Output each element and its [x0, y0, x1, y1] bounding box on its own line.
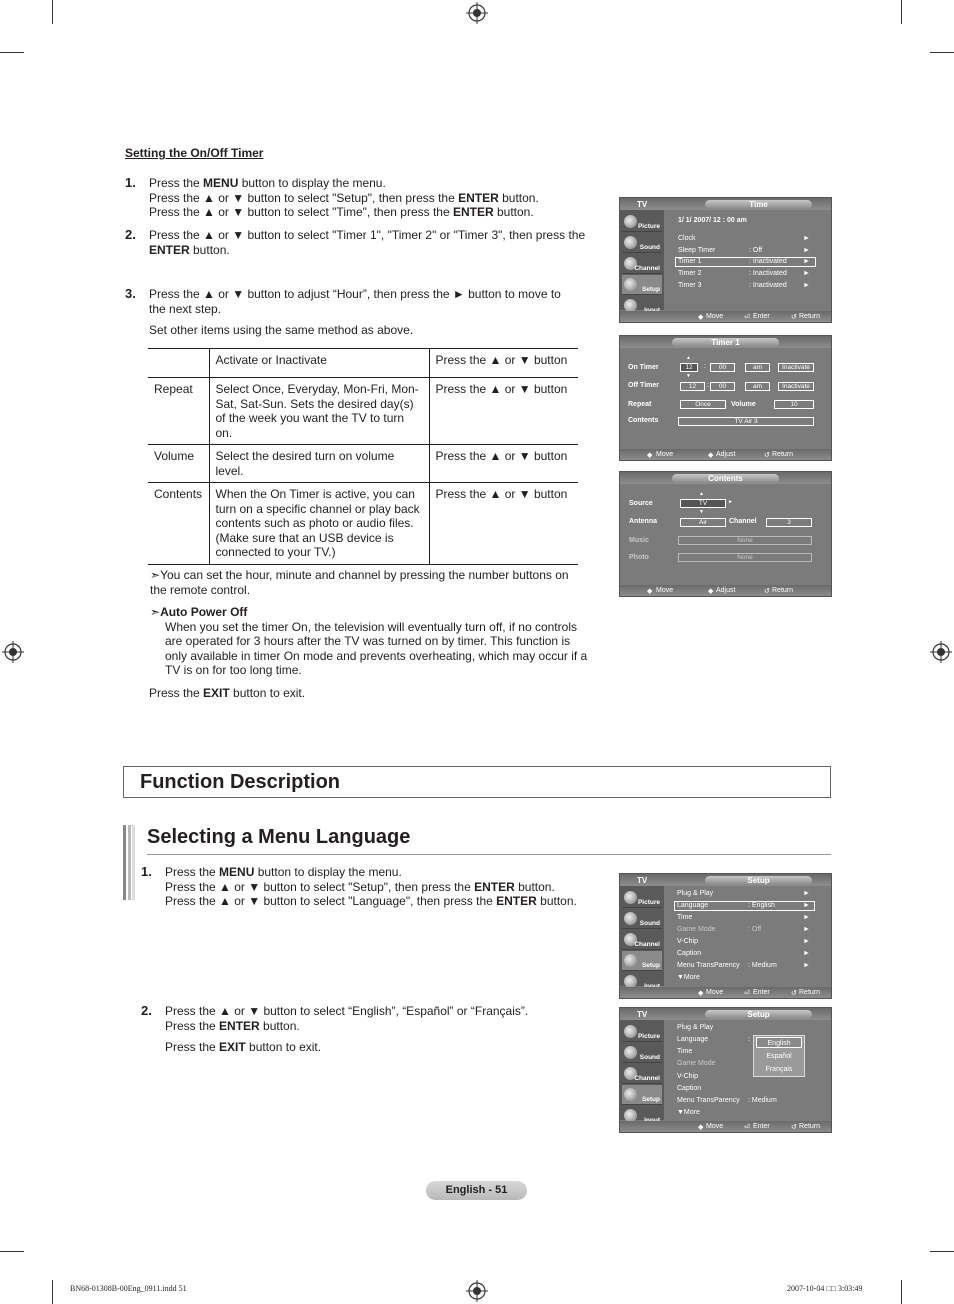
antenna-field[interactable]: Air — [680, 518, 726, 527]
sound-icon — [624, 912, 637, 925]
help-move: Move — [706, 989, 724, 996]
step-line: Press the MENU button to display the menu. — [165, 865, 402, 879]
help-enter: Enter — [753, 313, 770, 320]
osd-sidebar — [620, 886, 664, 986]
osd-sidebar-picture[interactable]: Picture — [622, 1022, 662, 1042]
picture-icon — [624, 1025, 637, 1038]
osd-source-label: TV — [637, 200, 648, 209]
arrow-right-icon: ► — [803, 938, 810, 945]
return-icon: ↺ — [791, 1124, 797, 1131]
osd-row-value: : Inactivated — [749, 258, 787, 265]
step-1 — [125, 176, 595, 220]
osd-sidebar-channel[interactable]: Channel — [622, 930, 662, 950]
osd-source-label: TV — [637, 876, 648, 885]
osd-sidebar-sound[interactable]: Sound — [622, 233, 662, 253]
step-number: 2. — [141, 1003, 152, 1018]
osd-source-label: TV — [637, 1010, 648, 1019]
exit-instruction: Press the EXIT button to exit. — [149, 686, 306, 700]
off-ampm-field[interactable]: am — [745, 382, 770, 391]
osd-row-sleep[interactable]: Sleep Timer — [678, 247, 716, 254]
osd-tab-time: Time — [705, 200, 812, 209]
channel-label: Channel — [729, 518, 757, 525]
osd-row-plug-play[interactable]: Plug & Play — [677, 890, 714, 897]
crop-mark — [52, 0, 53, 24]
registration-mark-icon — [466, 2, 488, 24]
help-return: Return — [799, 989, 821, 996]
osd-row-caption[interactable]: Caption — [677, 950, 702, 957]
enter-icon: ⏎ — [744, 314, 750, 321]
language-step-2 — [141, 1004, 601, 1055]
osd-row-value: : Inactivated — [749, 282, 787, 289]
crop-mark — [52, 1280, 53, 1304]
note-body: When you set the timer On, the television will eventually turn off, if no controls are operated for 3 hours after the TV was turned on by timer. This function is only available in timer On mode and prevents overheating, which may occur if a TV is on for too long time. — [165, 619, 588, 677]
language-step-1 — [141, 865, 601, 909]
help-enter: Enter — [753, 989, 770, 996]
table-cell: Press the ▲ or ▼ button — [429, 349, 578, 378]
step-3 — [125, 287, 595, 338]
osd-sidebar-setup[interactable]: Setup — [622, 1085, 662, 1105]
osd-sidebar-picture[interactable]: Picture — [622, 888, 662, 908]
source-label: Source — [629, 500, 653, 507]
osd-row-plug-play[interactable]: Plug & Play — [677, 1024, 714, 1031]
table-cell — [148, 349, 209, 378]
setup-icon — [624, 954, 637, 967]
table-cell: Repeat — [148, 378, 209, 445]
arrow-right-icon: ► — [803, 926, 810, 933]
crop-mark — [930, 52, 954, 53]
osd-sidebar-setup[interactable]: Setup — [622, 275, 662, 295]
language-option-english[interactable]: English — [756, 1037, 802, 1048]
osd-row-time[interactable]: Time — [677, 1048, 693, 1055]
arrow-right-icon: ► — [803, 962, 810, 969]
osd-row-vchip[interactable]: V-Chip — [677, 938, 699, 945]
step-line: Press the ▲ or ▼ button to select "Language", then press the ENTER button. — [165, 894, 577, 908]
osd-sidebar — [620, 1020, 664, 1120]
repeat-label: Repeat — [628, 401, 652, 408]
on-timer-label: On Timer — [628, 364, 659, 371]
return-icon: ↺ — [791, 990, 797, 997]
note-arrow-icon: ➣ — [150, 605, 161, 619]
return-icon: ↺ — [764, 588, 770, 595]
arrow-up-icon: ▲ — [686, 355, 691, 361]
sound-icon — [624, 1046, 637, 1059]
osd-row-value: : English — [748, 902, 775, 909]
osd-sidebar-channel[interactable]: Channel — [622, 1064, 662, 1084]
language-option-francais[interactable]: Français — [765, 1066, 793, 1073]
step-line: Press the ▲ or ▼ button to adjust “Hour”, then press the ► button to move to — [149, 287, 561, 301]
table-row — [148, 483, 578, 565]
osd-row-timer1[interactable]: Timer 1 — [678, 258, 702, 265]
arrow-right-icon: ► — [803, 258, 810, 265]
osd-row-language[interactable]: Language — [677, 1036, 709, 1043]
help-enter: Enter — [753, 1123, 770, 1130]
step-number: 1. — [125, 175, 136, 190]
arrow-right-icon: ► — [803, 247, 810, 254]
osd-sidebar — [620, 210, 664, 310]
move-icon: ◆ — [698, 314, 704, 321]
table-cell: Volume — [148, 445, 209, 483]
arrow-right-icon: ► — [803, 914, 810, 921]
help-adjust: Adjust — [716, 587, 736, 594]
music-label: Music — [629, 537, 649, 544]
section-marker-bar — [123, 825, 135, 900]
note-title: Auto Power Off — [160, 605, 248, 619]
osd-row-value: : Medium — [748, 962, 777, 969]
table-row — [148, 349, 578, 378]
osd-row-clock[interactable]: Clock — [678, 235, 696, 242]
osd-row-value: : Inactivated — [749, 270, 787, 277]
step-line: Press the ▲ or ▼ button to select "Setup", then press the ENTER button. — [165, 879, 555, 894]
step-line: the next step. — [149, 301, 222, 316]
timer-options-table — [148, 348, 578, 565]
help-return: Return — [772, 587, 794, 594]
move-icon: ◆ — [647, 452, 653, 459]
table-cell: Activate or Inactivate — [209, 349, 429, 378]
time-separator: : — [707, 382, 709, 389]
step-line: Press the ▲ or ▼ button to select “English”, “Español” or “Français”. — [165, 1004, 529, 1018]
osd-tab-setup: Setup — [705, 1010, 812, 1019]
source-field[interactable]: TV — [680, 499, 726, 508]
setup-icon — [624, 1088, 637, 1101]
osd-sidebar-sound[interactable]: Sound — [622, 1043, 662, 1063]
step-line: Press the ▲ or ▼ button to select "Time", then press the ENTER button. — [149, 205, 534, 219]
volume-field[interactable]: 10 — [774, 400, 814, 409]
note-hour-minute — [150, 568, 580, 597]
osd-row-value: : Medium — [748, 1097, 777, 1104]
osd-date-readout: 1/ 1/ 2007/ 12 : 00 am — [678, 217, 747, 224]
osd-help-bar — [620, 585, 831, 596]
function-description-box — [123, 766, 831, 798]
footer-timestamp: 2007-10-04 □□ 3:03:49 — [787, 1284, 863, 1293]
move-icon: ◆ — [647, 588, 653, 595]
osd-time-menu — [619, 197, 832, 323]
osd-sidebar-setup[interactable]: Setup — [622, 951, 662, 971]
language-section-title: Selecting a Menu Language — [147, 826, 411, 848]
osd-tab-setup: Setup — [705, 876, 812, 885]
osd-tab-contents: Contents — [672, 474, 779, 483]
table-cell: Press the ▲ or ▼ button — [429, 378, 578, 445]
step-number: 1. — [141, 864, 152, 879]
osd-sidebar-sound[interactable]: Sound — [622, 909, 662, 929]
arrow-right-icon: ► — [803, 270, 810, 277]
on-state-field[interactable]: Inactivate — [778, 363, 814, 372]
table-cell: When the On Timer is active, you can turn on a specific channel or play back contents such as photo or audio files. (Make sure that an USB device is connected to your TV.) — [209, 483, 429, 565]
step-line: Press the ENTER button. — [165, 1018, 300, 1033]
step-line: Press the EXIT button to exit. — [165, 1040, 322, 1054]
table-cell: Contents — [148, 483, 209, 565]
volume-label: Volume — [731, 401, 756, 408]
step-number: 3. — [125, 286, 136, 301]
page-number-badge: English - 51 — [426, 1181, 527, 1200]
section-title: Setting the On/Off Timer — [125, 146, 264, 160]
language-dropdown — [753, 1035, 805, 1077]
note-text: You can set the hour, minute and channel by pressing the number buttons on the remote control. — [150, 568, 569, 597]
osd-row-caption[interactable]: Caption — [677, 1085, 702, 1092]
move-icon: ◆ — [698, 1124, 704, 1131]
osd-contents-menu — [619, 471, 832, 597]
step-line: Press the ▲ or ▼ button to select "Timer 1", "Timer 2" or "Timer 3", then press the — [149, 228, 586, 242]
crop-mark — [901, 1280, 902, 1304]
arrow-right-icon: ► — [803, 282, 810, 289]
on-minute-field[interactable]: 00 — [710, 363, 735, 372]
contents-label: Contents — [628, 417, 659, 424]
table-row — [148, 378, 578, 445]
setup-icon — [624, 278, 637, 291]
osd-row-value: : Off — [749, 247, 763, 254]
note-arrow-icon: ➣ — [150, 568, 161, 582]
crop-mark — [0, 1251, 24, 1252]
picture-icon — [624, 891, 637, 904]
language-option-espanol[interactable]: Español — [766, 1053, 792, 1060]
osd-help-bar — [620, 987, 831, 998]
osd-help-bar — [620, 1121, 831, 1132]
step-line: ENTER button. — [149, 242, 230, 257]
osd-row-game-mode[interactable]: Game Mode — [677, 926, 716, 933]
step-2 — [125, 228, 595, 257]
osd-language-menu — [619, 1007, 832, 1133]
osd-row-language[interactable]: Language — [677, 902, 709, 909]
osd-setup-menu — [619, 873, 832, 999]
function-description-title: Function Description — [140, 771, 340, 793]
osd-help-bar — [620, 449, 831, 460]
osd-sidebar-channel[interactable]: Channel — [622, 254, 662, 274]
repeat-field[interactable]: Once — [680, 400, 726, 409]
osd-row-transparency[interactable]: Menu TransParency — [677, 1097, 740, 1104]
osd-row-more[interactable]: ▼More — [677, 974, 700, 981]
osd-timer1-menu — [619, 335, 832, 461]
table-cell: Select the desired turn on volume level. — [209, 445, 429, 483]
footer-filename: BN68-01308B-00Eng_0911.indd 51 — [70, 1284, 187, 1293]
arrow-right-icon: ► — [803, 890, 810, 897]
osd-row-more[interactable]: ▼More — [677, 1109, 700, 1116]
contents-field[interactable]: TV Air 3 — [678, 417, 814, 426]
osd-sidebar-picture[interactable]: Picture — [622, 212, 662, 232]
divider — [147, 854, 831, 855]
sound-icon — [624, 236, 637, 249]
arrow-right-icon: ► — [728, 499, 733, 505]
osd-tab-timer1: Timer 1 — [672, 338, 779, 347]
antenna-label: Antenna — [629, 518, 657, 525]
photo-field: None — [678, 553, 812, 562]
osd-row-timer2[interactable]: Timer 2 — [678, 270, 702, 277]
registration-mark-icon — [2, 641, 24, 663]
registration-mark-icon — [930, 641, 952, 663]
step-line: Press the ▲ or ▼ button to select "Setup", then press the ENTER button. — [149, 190, 539, 205]
off-hour-field[interactable]: 12 — [680, 382, 705, 391]
off-state-field[interactable]: Inactivate — [778, 382, 814, 391]
osd-row-time[interactable]: Time — [677, 914, 693, 921]
enter-icon: ⏎ — [744, 1124, 750, 1131]
step-note: Set other items using the same method as above. — [149, 323, 414, 337]
osd-row-timer3[interactable]: Timer 3 — [678, 282, 702, 289]
return-icon: ↺ — [764, 452, 770, 459]
step-number: 2. — [125, 227, 136, 242]
on-ampm-field[interactable]: am — [745, 363, 770, 372]
help-return: Return — [799, 1123, 821, 1130]
osd-row-transparency[interactable]: Menu TransParency — [677, 962, 740, 969]
help-adjust: Adjust — [716, 451, 736, 458]
off-minute-field[interactable]: 00 — [710, 382, 735, 391]
crop-mark — [901, 0, 902, 24]
picture-icon — [624, 215, 637, 228]
arrow-right-icon: ► — [803, 950, 810, 957]
arrow-right-icon: ► — [803, 902, 810, 909]
move-icon: ◆ — [698, 990, 704, 997]
arrow-right-icon: ► — [803, 235, 810, 242]
note-auto-power-off — [150, 605, 590, 678]
adjust-icon: ◆ — [708, 588, 714, 595]
off-timer-label: Off Timer — [628, 382, 659, 389]
osd-row-vchip[interactable]: V-Chip — [677, 1073, 699, 1080]
crop-mark — [930, 1251, 954, 1252]
help-move: Move — [656, 451, 674, 458]
help-return: Return — [772, 451, 794, 458]
osd-row-value: : Off — [748, 926, 762, 933]
channel-field[interactable]: 3 — [766, 518, 812, 527]
arrow-down-icon: ▼ — [699, 509, 704, 515]
osd-help-bar — [620, 311, 831, 322]
photo-label: Photo — [629, 554, 649, 561]
table-row — [148, 445, 578, 483]
registration-mark-icon — [466, 1280, 488, 1302]
table-cell: Select Once, Everyday, Mon-Fri, Mon-Sat, Sat-Sun. Sets the desired day(s) of the week you want the TV to turn on. — [209, 378, 429, 445]
colon-separator: : — [748, 1036, 750, 1043]
return-icon: ↺ — [791, 314, 797, 321]
help-return: Return — [799, 313, 821, 320]
enter-icon: ⏎ — [744, 990, 750, 997]
table-cell: Press the ▲ or ▼ button — [429, 483, 578, 565]
osd-row-game-mode[interactable]: Game Mode — [677, 1060, 716, 1067]
on-hour-field[interactable]: 12 — [680, 363, 698, 372]
adjust-icon: ◆ — [708, 452, 714, 459]
help-move: Move — [706, 313, 724, 320]
arrow-up-icon: ▲ — [699, 491, 704, 497]
step-line: Press the MENU button to display the menu. — [149, 176, 386, 190]
music-field: None — [678, 536, 812, 545]
table-cell: Press the ▲ or ▼ button — [429, 445, 578, 483]
arrow-down-icon: ▼ — [686, 373, 691, 379]
crop-mark — [0, 52, 24, 53]
help-move: Move — [706, 1123, 724, 1130]
time-separator: : — [704, 363, 706, 370]
help-move: Move — [656, 587, 674, 594]
